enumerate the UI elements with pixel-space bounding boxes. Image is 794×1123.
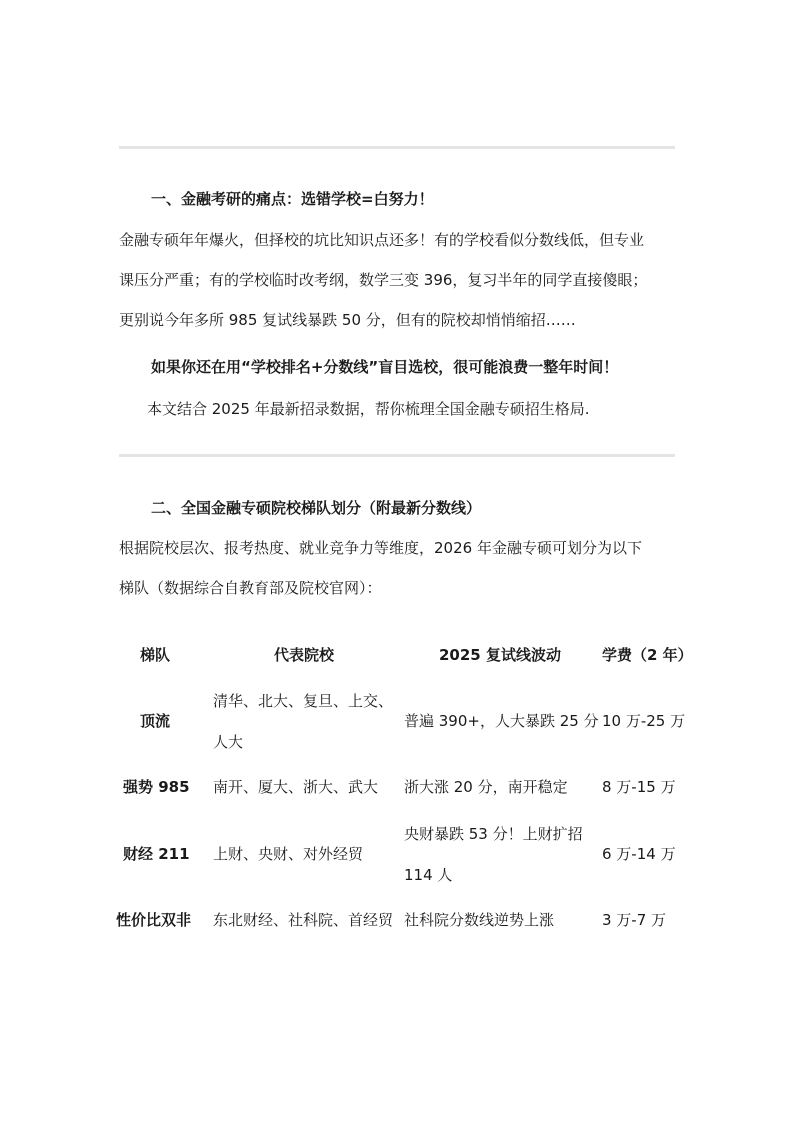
table-row-schools: 上财、央财、对外经贸 <box>213 845 364 863</box>
table-header-schools: 代表院校 <box>274 646 335 664</box>
table-row-schools: 南开、厦大、浙大、武大 <box>213 778 379 796</box>
table-row-change: 社科院分数线逆势上涨 <box>404 911 555 929</box>
table-row-tier: 顶流 <box>140 712 171 730</box>
section1-heading: 一、金融考研的痛点：选错学校=白努力！ <box>151 190 434 208</box>
paragraph-line: 金融专硕年年爆火，但择校的坑比知识点还多！有的学校看似分数线低，但专业 <box>119 231 645 249</box>
table-row-schools: 人大 <box>213 733 244 751</box>
table-header-change: 2025 复试线波动 <box>439 646 561 664</box>
table-row-fee: 6 万-14 万 <box>602 845 676 863</box>
table-header-tier: 梯队 <box>140 646 171 664</box>
table-row-change: 央财暴跌 53 分！上财扩招 <box>404 825 583 843</box>
section1-emphasis: 如果你还在用“学校排名+分数线”盲目选校，很可能浪费一整年时间！ <box>151 358 619 376</box>
table-row-change: 114 人 <box>404 866 453 884</box>
table-row-change: 浙大涨 20 分，南开稳定 <box>404 778 568 796</box>
paragraph-line: 根据院校层次、报考热度、就业竞争力等维度，2026 年金融专硕可划分为以下 <box>119 539 642 557</box>
paragraph-line: 梯队（数据综合自教育部及院校官网）： <box>119 579 382 597</box>
table-row-fee: 10 万-25 万 <box>602 712 686 730</box>
paragraph-line: 课压分严重；有的学校临时改考纲，数学三变 396，复习半年的同学直接傻眼； <box>119 271 648 289</box>
section1-paragraph <box>119 220 679 340</box>
table-row-tier: 财经 211 <box>123 845 190 863</box>
paragraph-line: 更别说今年多所 985 复试线暴跌 50 分，但有的院校却悄悄缩招…… <box>119 311 576 329</box>
table-row-change: 普遍 390+，人大暴跌 25 分 <box>404 712 599 730</box>
table-row-schools: 清华、北大、复旦、上交、 <box>213 692 394 710</box>
section2-paragraph <box>119 528 679 608</box>
table-row-schools: 东北财经、社科院、首经贸 <box>213 911 394 929</box>
table-row-fee: 8 万-15 万 <box>602 778 676 796</box>
section1-intro: 本文结合 2025 年最新招录数据，帮你梳理全国金融专硕招生格局. <box>147 400 590 418</box>
table-row-fee: 3 万-7 万 <box>602 911 667 929</box>
table-header-fee: 学费（2 年） <box>602 646 693 664</box>
section2-heading: 二、全国金融专硕院校梯队划分（附最新分数线） <box>151 499 482 517</box>
divider-middle <box>119 454 675 457</box>
table-row-tier: 性价比双非 <box>116 911 192 929</box>
table-row-tier: 强势 985 <box>123 778 190 796</box>
divider-top <box>119 146 675 149</box>
